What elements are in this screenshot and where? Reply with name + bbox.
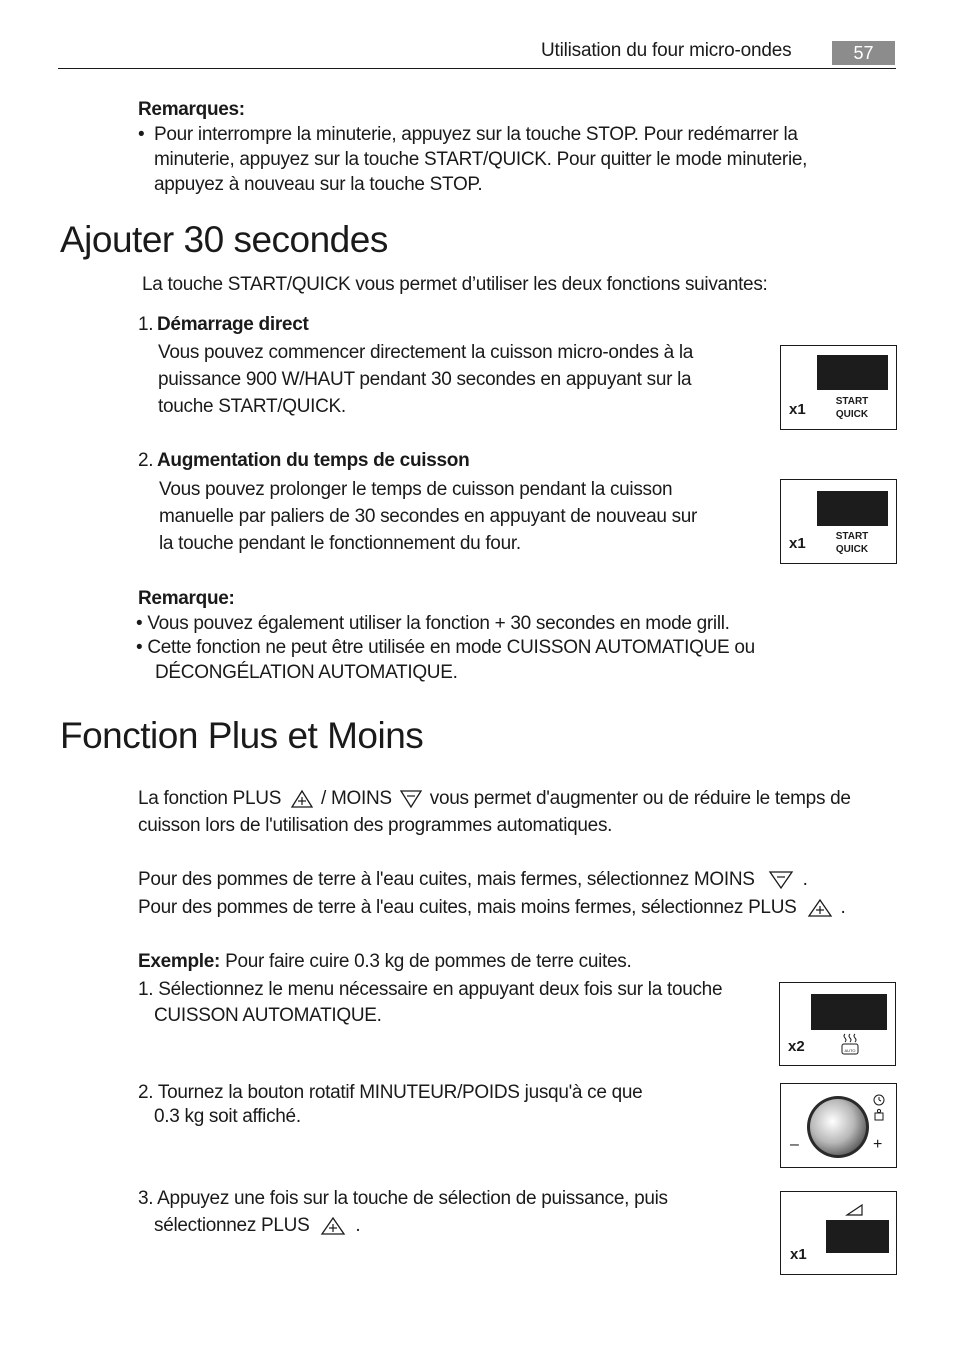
remarque-bullet-1: • Vous pouvez également utiliser la fonction + 30 secondes en mode grill. — [136, 613, 730, 634]
clock-icon — [872, 1093, 886, 1107]
display-screen — [826, 1220, 889, 1253]
page-number: 57 — [832, 41, 895, 65]
minus-label: – — [790, 1136, 799, 1153]
rotary-knob-figure — [780, 1083, 897, 1168]
section1-intro: La touche START/QUICK vous permet d’utiliser les deux fonctions suivantes: — [142, 274, 768, 295]
remarques-bullet: • — [138, 124, 145, 145]
press-count: x1 — [790, 1246, 807, 1263]
start-quick-figure-1 — [780, 345, 897, 430]
plus-line: Pour des pommes de terre à l'eau cuites, mais moins fermes, sélectionnez PLUS . — [138, 897, 846, 918]
minus-triangle-icon — [399, 789, 423, 809]
power-figure — [780, 1191, 897, 1275]
remarques-line-1: Pour interrompre la minuterie, appuyez sur la touche STOP. Pour redémarrer la — [154, 124, 798, 145]
remarque-bullet-2-line-1: • Cette fonction ne peut être utilisée en mode CUISSON AUTOMATIQUE ou — [136, 637, 755, 658]
start-quick-button-label: START QUICK — [835, 396, 869, 420]
press-count: x1 — [789, 401, 806, 418]
item1-number: 1. — [138, 314, 154, 335]
start-quick-figure-2 — [780, 479, 897, 564]
item2-line-3: la touche pendant le fonctionnement du four. — [159, 533, 521, 554]
section2-intro-line-1: La fonction PLUS / MOINS vous permet d'augmenter ou de réduire le temps de — [138, 788, 851, 809]
step1-line-2: CUISSON AUTOMATIQUE. — [154, 1005, 382, 1026]
power-icon — [845, 1203, 865, 1217]
header-rule — [58, 68, 896, 69]
step3-line-1: 3. Appuyez une fois sur la touche de sélection de puissance, puis — [138, 1188, 668, 1209]
section-title-ajouter: Ajouter 30 secondes — [60, 219, 388, 260]
display-screen — [817, 355, 888, 390]
section-title-plus-moins: Fonction Plus et Moins — [60, 715, 424, 756]
step1-line-1: 1. Sélectionnez le menu nécessaire en appuyant deux fois sur la touche — [138, 979, 723, 1000]
step3-line-2: sélectionnez PLUS . — [154, 1215, 361, 1236]
display-screen — [817, 491, 888, 526]
auto-cook-icon — [839, 1032, 861, 1056]
plus-triangle-icon — [807, 898, 833, 918]
minus-triangle-icon — [768, 870, 794, 890]
remarques-heading: Remarques: — [138, 99, 245, 120]
item1-line-2: puissance 900 W/HAUT pendant 30 secondes en appuyant sur la — [158, 369, 692, 390]
moins-line: Pour des pommes de terre à l'eau cuites, mais fermes, sélectionnez MOINS . — [138, 869, 808, 890]
item2-number: 2. — [138, 450, 154, 471]
item1-line-3: touche START/QUICK. — [158, 396, 346, 417]
press-count: x2 — [788, 1038, 805, 1055]
remarque-bullet-2-line-2: DÉCONGÉLATION AUTOMATIQUE. — [155, 662, 458, 683]
step2-line-2: 0.3 kg soit affiché. — [154, 1106, 301, 1127]
start-quick-button-label: START QUICK — [835, 531, 869, 555]
remarques-line-3: appuyez à nouveau sur la touche STOP. — [154, 174, 483, 195]
header-section-title: Utilisation du four micro-ondes — [541, 40, 792, 61]
example-line: Exemple: Pour faire cuire 0.3 kg de pommes de terre cuites. — [138, 951, 632, 972]
plus-triangle-icon — [320, 1216, 346, 1236]
item2-title: Augmentation du temps de cuisson — [157, 450, 470, 471]
item2-line-2: manuelle par paliers de 30 secondes en appuyant de nouveau sur — [159, 506, 698, 527]
auto-cook-figure — [779, 982, 896, 1066]
item1-title: Démarrage direct — [157, 314, 309, 335]
weight-icon — [873, 1108, 885, 1122]
press-count: x1 — [789, 535, 806, 552]
plus-label: + — [873, 1136, 883, 1153]
item2-line-1: Vous pouvez prolonger le temps de cuisson pendant la cuisson — [159, 479, 673, 500]
step2-line-1: 2. Tournez la bouton rotatif MINUTEUR/POIDS jusqu'à ce que — [138, 1082, 643, 1103]
svg-text:AUTO: AUTO — [844, 1048, 856, 1053]
item1-line-1: Vous pouvez commencer directement la cuisson micro-ondes à la — [158, 342, 694, 363]
remarques-line-2: minuterie, appuyez sur la touche START/QUICK. Pour quitter le mode minuterie, — [154, 149, 808, 170]
remarque-heading: Remarque: — [138, 588, 235, 609]
plus-triangle-icon — [290, 789, 314, 809]
section2-intro-line-2: cuisson lors de l'utilisation des programmes automatiques. — [138, 815, 613, 836]
display-screen — [811, 994, 887, 1030]
